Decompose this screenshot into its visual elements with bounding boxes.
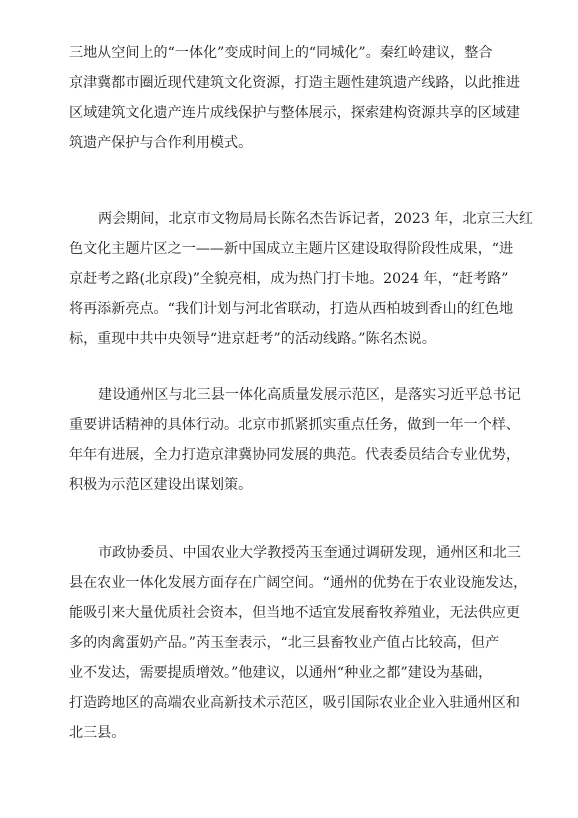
text-line: 京津冀都市圈近现代建筑文化资源，打造主题性建筑遗产线路，以此推进 [69, 75, 520, 91]
text-line: 市政协委员、中国农业大学教授芮玉奎通过调研发现，通州区和北三 [98, 545, 521, 561]
text-line: 筑遗产保护与合作利用模式。 [69, 135, 253, 151]
text-line: 两会期间，北京市文物局局长陈名杰告诉记者，2023 年，北京三大红 [98, 211, 533, 227]
text-line: 将再添新亮点。“我们计划与河北省联动，打造从西柏坡到香山的红色地 [69, 301, 514, 317]
text-line: 积极为示范区建设出谋划策。 [69, 477, 253, 493]
text-line: 色文化主题片区之一——新中国成立主题片区建设取得阶段性成果，“进 [69, 241, 514, 257]
text-line: 重要讲话精神的具体行动。北京市抓紧抓实重点任务，做到一年一个样、 [69, 417, 520, 433]
text-line: 县在农业一体化发展方面存在广阔空间。“通州的优势在于农业设施发达， [69, 575, 528, 591]
text-line: 年年有进展，全力打造京津冀协同发展的典范。代表委员结合专业优势， [69, 447, 520, 463]
paragraph-red-culture-route [69, 204, 533, 354]
text-line: 区域建筑文化遗产连片成线保护与整体展示，探索建构资源共享的区域建 [69, 105, 520, 121]
text-line: 能吸引来大量优质社会资本，但当地不适宜发展畜牧养殖业，无法供应更 [69, 605, 520, 621]
text-line: 打造跨地区的高端农业高新技术示范区，吸引国际农业企业入驻通州区和 [69, 695, 520, 711]
text-line: 业不发达，需要提质增效。”他建议，以通州“种业之都”建设为基础， [69, 665, 493, 681]
text-line: 多的肉禽蛋奶产品。”芮玉奎表示，“北三县畜牧业产值占比较高，但产 [69, 635, 500, 651]
paragraph-architecture-heritage [69, 38, 520, 158]
text-line: 京赶考之路(北京段)”全貌亮相，成为热门打卡地。2024 年，“赶考路” [69, 271, 509, 287]
text-line: 建设通州区与北三县一体化高质量发展示范区，是落实习近平总书记 [98, 387, 521, 403]
text-line: 北三县。 [69, 725, 126, 741]
text-line: 标，重现中共中央领导“进京赶考”的活动线路。”陈名杰说。 [69, 331, 436, 347]
paragraph-demonstration-zone [69, 380, 521, 500]
text-line: 三地从空间上的“一体化”变成时间上的“同城化”。秦红岭建议，整合 [69, 45, 493, 61]
paragraph-agriculture-integration [69, 538, 528, 748]
